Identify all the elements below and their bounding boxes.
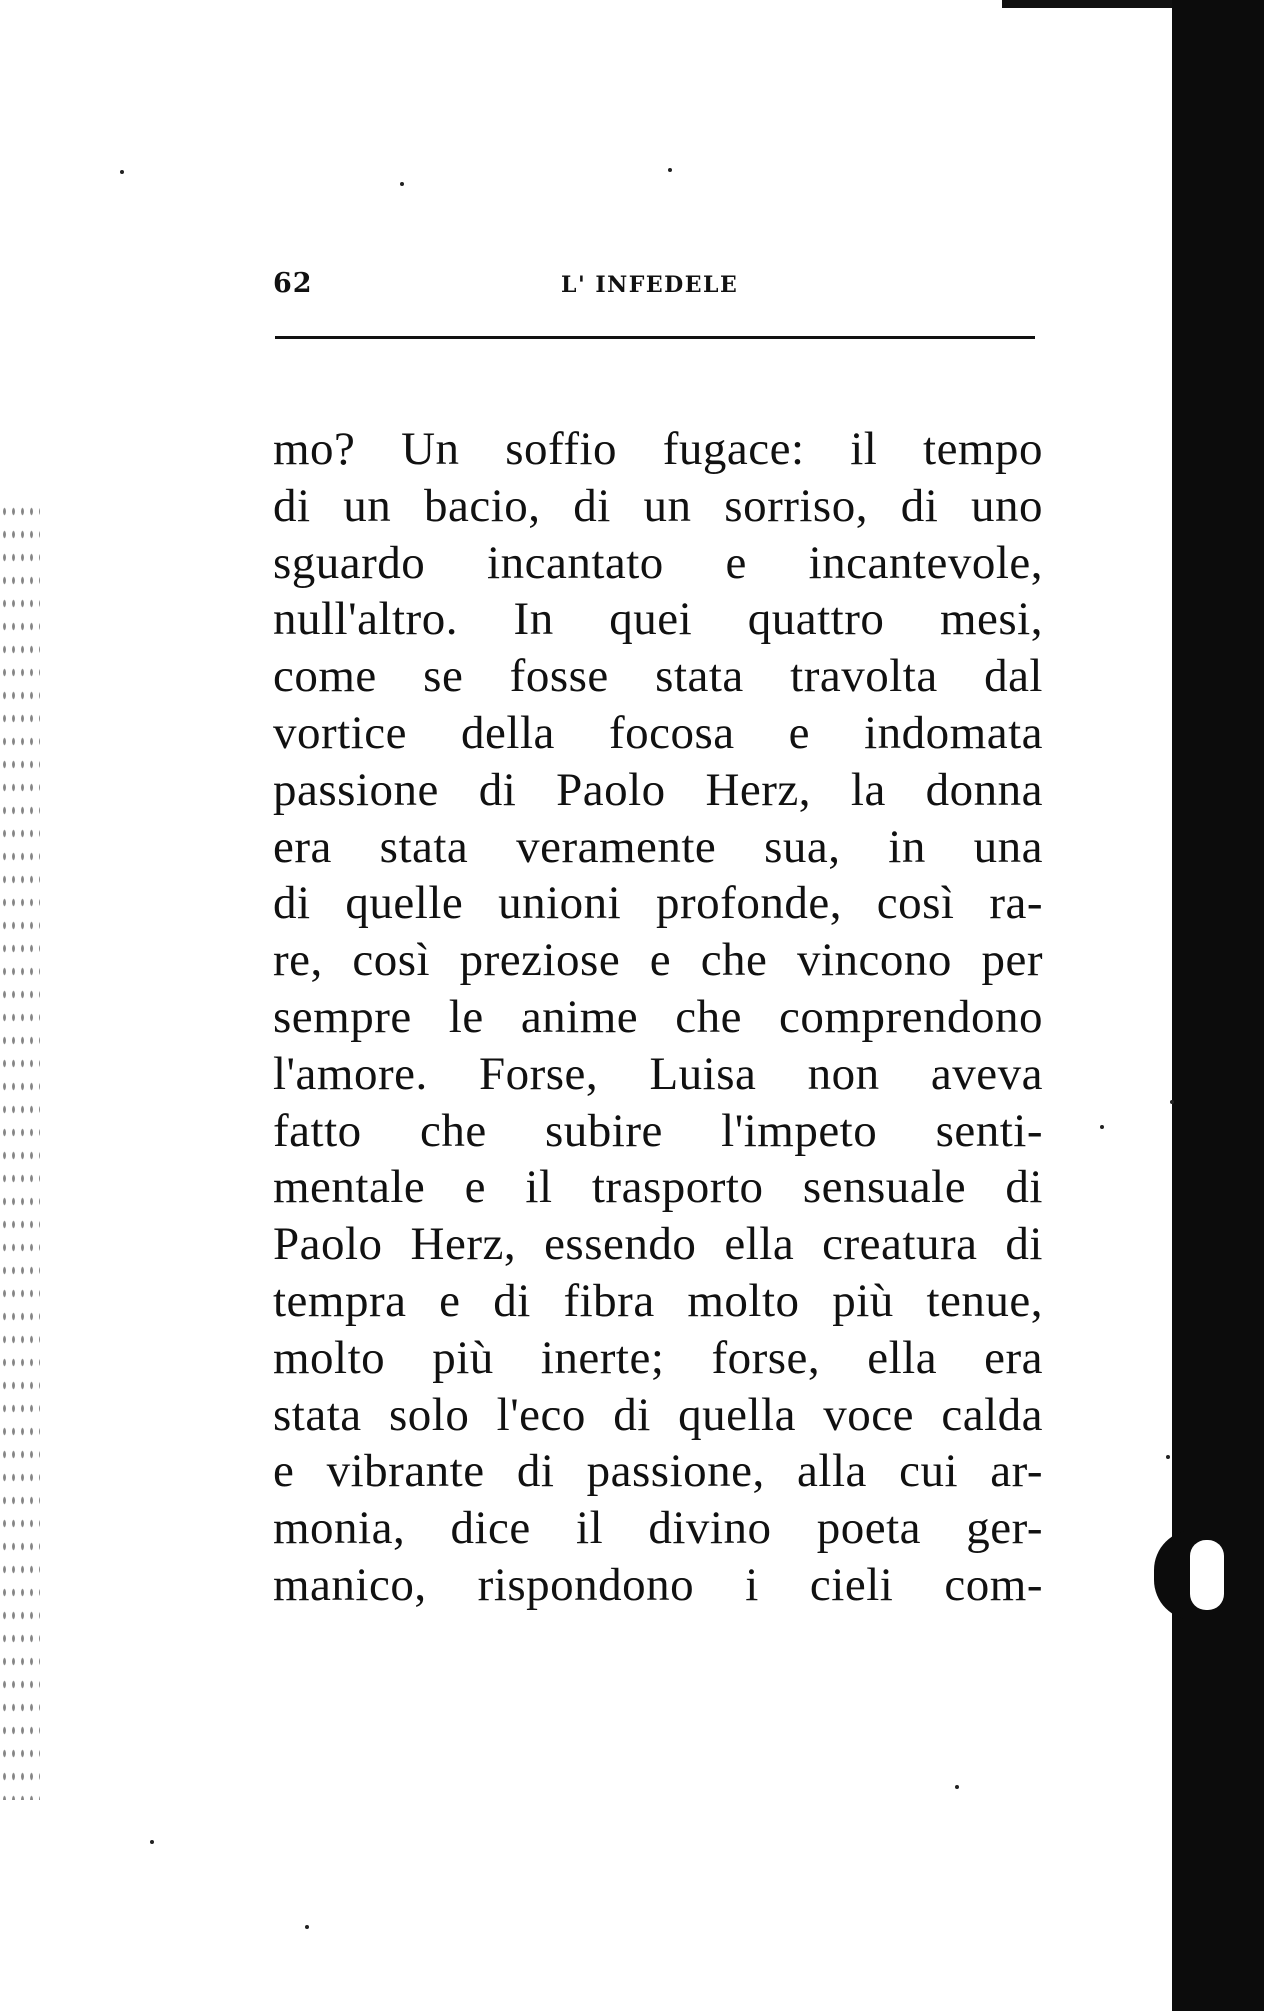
speck — [120, 170, 124, 174]
text-line: di un bacio, di un sorriso, di uno — [273, 479, 1043, 532]
speck — [1100, 1125, 1104, 1129]
body-text — [273, 421, 1043, 1614]
text-line: sguardo incantato e incantevole, — [273, 536, 1043, 589]
running-title: L' INFEDELE — [561, 272, 739, 298]
page-number: 62 — [273, 268, 313, 299]
text-line: stata solo l'eco di quella voce calda — [273, 1388, 1043, 1441]
text-line: manico, rispondono i cieli com- — [273, 1558, 1043, 1611]
binding-edge — [1172, 0, 1264, 2011]
text-line: l'amore. Forse, Luisa non aveva — [273, 1047, 1043, 1100]
header-rule — [275, 336, 1035, 339]
speck — [305, 1925, 309, 1929]
speck — [400, 182, 404, 186]
text-line: tempra e di fibra molto più tenue, — [273, 1274, 1043, 1327]
text-line: molto più inerte; forse, ella era — [273, 1331, 1043, 1384]
text-line: passione di Paolo Herz, la donna — [273, 763, 1043, 816]
speck — [1166, 1455, 1170, 1459]
text-line: era stata veramente sua, in una — [273, 820, 1043, 873]
binding-top-edge — [1002, 0, 1172, 8]
speck — [1170, 1100, 1174, 1104]
text-line: come se fosse stata travolta dal — [273, 650, 1043, 703]
text-line: e vibrante di passione, alla cui ar- — [273, 1445, 1043, 1498]
text-line: di quelle unioni profonde, così ra- — [273, 877, 1043, 930]
binding-gap — [1190, 1540, 1224, 1610]
speck — [955, 1785, 959, 1789]
text-line: monia, dice il divino poeta ger- — [273, 1502, 1043, 1555]
text-line: null'altro. In quei quattro mesi, — [273, 593, 1043, 646]
text-line: fatto che subire l'impeto senti- — [273, 1104, 1043, 1157]
text-line: sempre le anime che comprendono — [273, 990, 1043, 1043]
page-header — [273, 268, 1041, 308]
text-line: mentale e il trasporto sensuale di — [273, 1161, 1043, 1214]
speck — [150, 1840, 154, 1844]
text-line: re, così preziose e che vincono per — [273, 934, 1043, 987]
text-line: vortice della focosa e indomata — [273, 706, 1043, 759]
speck — [668, 168, 672, 172]
text-line: Paolo Herz, essendo ella creatura di — [273, 1218, 1043, 1271]
page-edge-speckles — [0, 500, 40, 1800]
text-line: mo? Un soffio fugace: il tempo — [273, 423, 1043, 475]
